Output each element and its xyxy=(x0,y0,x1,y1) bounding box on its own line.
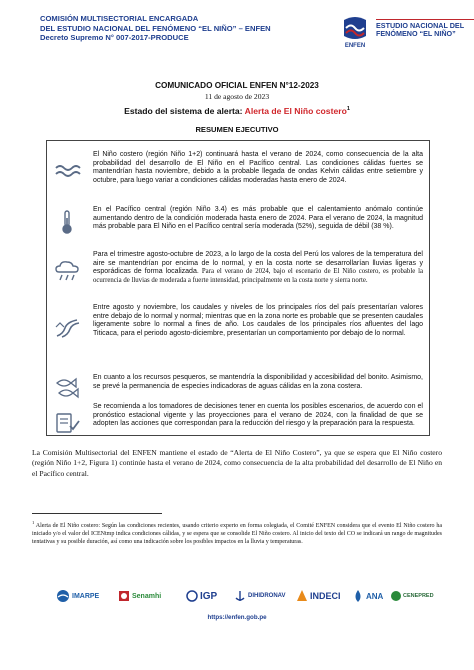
indeci-label: INDECI xyxy=(310,591,341,601)
footnote-mark: 1 xyxy=(32,520,35,525)
document-date: 11 de agosto de 2023 xyxy=(204,92,270,101)
logo-caption: ENFEN xyxy=(344,43,366,49)
document-header xyxy=(40,14,465,54)
anchor-icon xyxy=(234,589,246,603)
summary-text xyxy=(93,251,423,286)
water-drop-icon xyxy=(352,589,364,603)
footnote-divider xyxy=(32,513,162,514)
imarpe-label: IMARPE xyxy=(72,592,100,600)
logo-divider xyxy=(376,19,474,20)
dihidronav-label: DIHIDRONAV xyxy=(248,593,286,599)
status-prefix: Estado del sistema de alerta: xyxy=(124,106,245,116)
header-text xyxy=(40,14,271,43)
imarpe-logo xyxy=(56,586,99,606)
logo-line-1: ESTUDIO NACIONAL DEL xyxy=(376,21,465,30)
status-alert: Alerta de El Niño costero xyxy=(244,106,347,116)
enfen-emblem-icon xyxy=(340,14,370,50)
ana-label: ANA xyxy=(366,591,384,601)
summary-text: Entre agosto y noviembre, los caudales y niveles de los principales ríos del país presentarían valores entre debajo de lo normal y normal; mientras que en la zona norte es probable que se presenten caudales ligeramente sobre lo normal a fines de año. Los caudales de los principales ríos afluentes del lago Titicaca, para el periodo agosto-diciembre, presentarían un comportamiento por debajo de lo normal. xyxy=(93,304,423,338)
section-heading: RESUMEN EJECUTIVO xyxy=(195,125,279,134)
footnote-text: Alerta de El Niño costero: Según las condiciones recientes, usando criterio experto en forma colegiada, el Comité ENFEN considera que el evento El Niño costero ha iniciado y/o el valor del ICENtmp indica condiciones cálidas, y se espera que se consolide El Niño costero. Al inicio del texto del CO se indicará un rango de magnitudes tentativas y su posible duración, así como una indicación sobre los posibles impactos en la lluvia y temperaturas. xyxy=(32,523,442,546)
dihidronav-logo xyxy=(234,586,286,606)
indeci-logo xyxy=(296,586,341,606)
partner-logos xyxy=(56,582,434,610)
summary-text: En el Pacífico central (región Niño 3.4) es más probable que el calentamiento anómalo continúe aumentando dentro de la condición moderada hasta enero de 2024. Para el verano de 2024, la magnitud más probable para El Niño en el Pacífico central sería moderada (52%), seguida de débil (38 %). xyxy=(93,206,423,231)
cenepred-label: CENEPRED xyxy=(403,593,434,599)
executive-summary-box xyxy=(46,140,430,436)
summary-text-part-serif: Para el verano de 2024, bajo el escenario de El Niño costero, es probable la ocurrencia de lluvias de moderada a fuerte intensidad, principalmente en la costa norte y sierra norte. xyxy=(93,268,423,285)
igp-logo xyxy=(186,586,217,606)
footnote-ref[interactable]: 1 xyxy=(346,106,350,113)
waves-icon xyxy=(53,159,81,183)
senamhi-label: Senamhi xyxy=(132,592,162,600)
header-line-1: COMISIÓN MULTISECTORIAL ENCARGADA xyxy=(40,14,199,23)
alert-status xyxy=(0,106,474,116)
summary-text-part: Para el trimestre agosto-octubre de 2023, a lo largo de la costa del Perú los valores de la temperatura del aire se mantendrían por encima de lo normal, y en la costa norte se desarrollarían lluvias ligeras y esporádicas de forma localizada. xyxy=(93,251,423,276)
senamhi-emblem-icon xyxy=(118,589,130,603)
logo-line-2: FENÓMENO “EL NIÑO” xyxy=(376,29,456,39)
cenepred-emblem-icon xyxy=(390,589,402,603)
indeci-emblem-icon xyxy=(296,589,308,603)
body-paragraph: La Comisión Multisectorial del ENFEN mantiene el estado de “Alerta de El Niño Costero”, ya que se espera que El Niño costero (región Niño 1+2, Figura 1) continúe hasta el verano de 2024, como consecuencia de la alta probabilidad del desarrollo de El Niño en el Pacífico central. xyxy=(32,448,442,478)
recommendation-icon xyxy=(53,411,81,435)
fish-icon xyxy=(53,376,81,400)
river-icon xyxy=(53,316,81,340)
document-title: COMUNICADO OFICIAL ENFEN N°12-2023 xyxy=(155,81,319,90)
footnote xyxy=(32,519,442,547)
summary-text: En cuanto a los recursos pesqueros, se mantendría la disponibilidad y accesibilidad del bonito. Asimismo, se prevé la permanencia de especies indicadoras de aguas cálidas en la zona costera. xyxy=(93,374,423,390)
summary-text: El Niño costero (región Niño 1+2) continuará hasta el verano de 2024, como consecuencia de la alta probabilidad del desarrollo de El Niño en el Pacífico central. Las condiciones cálidas fuertes se mantendrían hasta noviembre, debido a la probable llegada de ondas Kelvin cálidas entre setiembre y octubre, para luego variar a condiciones cálidas moderadas hasta enero de 2024. xyxy=(93,151,423,185)
imarpe-emblem-icon xyxy=(56,589,70,603)
header-line-2: DEL ESTUDIO NACIONAL DEL FENÓMENO “EL NIÑO” – ENFEN xyxy=(40,23,271,33)
igp-emblem-icon xyxy=(186,589,198,603)
igp-label: IGP xyxy=(200,590,218,602)
thermometer-icon xyxy=(53,210,81,234)
senamhi-logo xyxy=(118,586,161,606)
cenepred-logo xyxy=(390,586,434,606)
enfen-logo xyxy=(340,14,474,50)
ana-logo xyxy=(352,586,383,606)
rain-cloud-icon xyxy=(53,259,81,283)
logo-title xyxy=(376,22,464,39)
header-line-3: Decreto Supremo N° 007-2017-PRODUCE xyxy=(40,33,189,43)
website-link[interactable]: https://enfen.gob.pe xyxy=(207,614,267,621)
summary-text: Se recomienda a los tomadores de decisiones tener en cuenta los posibles escenarios, de acuerdo con el pronóstico estacional vigente y las proyecciones para el verano de 2024, con la finalidad de que se adopten las acciones que correspondan para la reducción del riesgo y la preparación para la respuesta. xyxy=(93,403,423,428)
